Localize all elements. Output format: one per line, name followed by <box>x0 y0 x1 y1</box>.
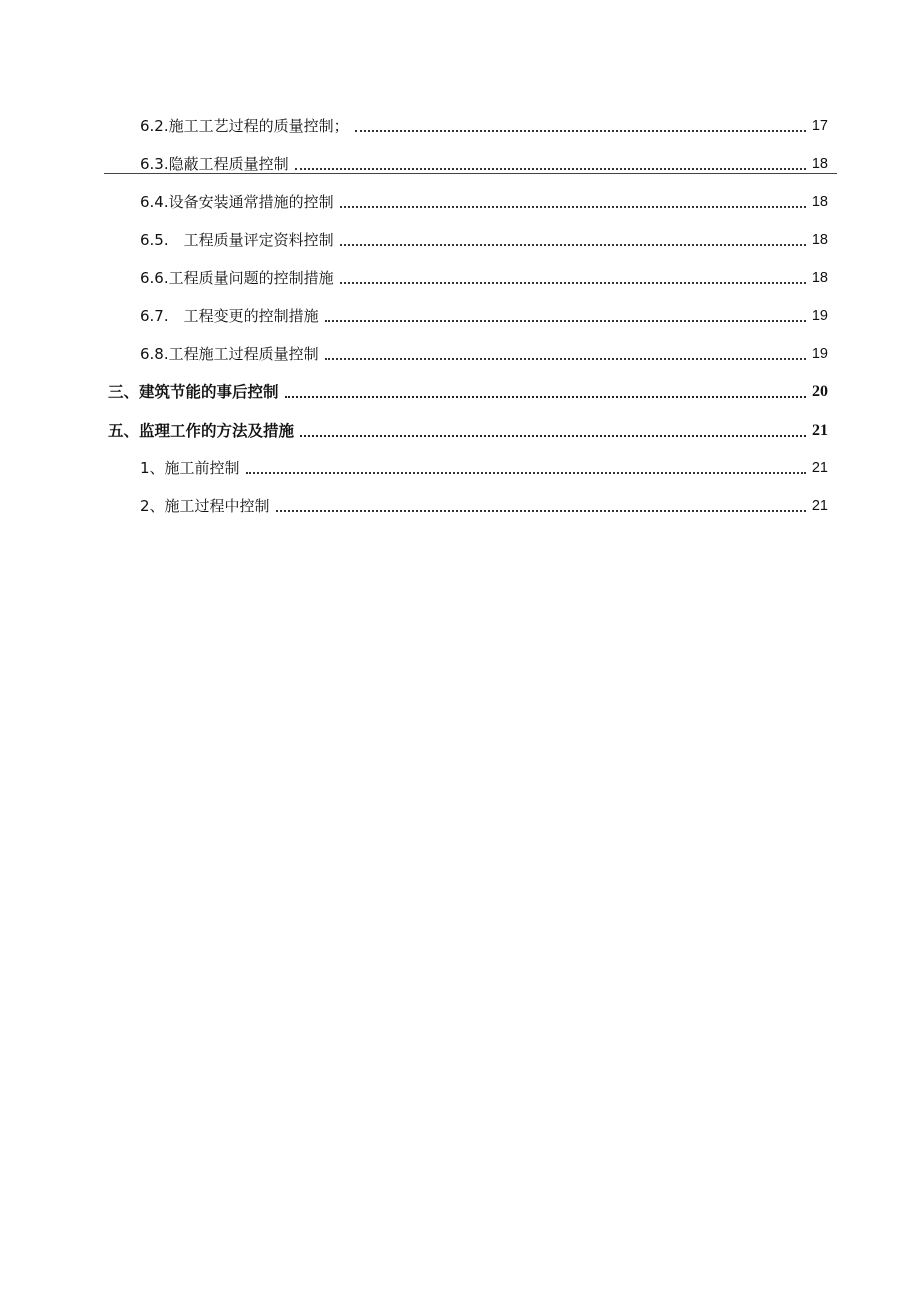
toc-entry-label: 6.8.工程施工过程质量控制 <box>140 345 319 363</box>
horizontal-rule <box>104 173 837 174</box>
dot-leader <box>340 196 806 208</box>
dot-leader <box>325 348 806 360</box>
toc-entry-page: 19 <box>811 346 828 362</box>
toc-entry[interactable] <box>140 342 828 364</box>
toc-entry-label: 五、监理工作的方法及措施 <box>108 422 295 440</box>
toc-entry-label: 6.2.施工工艺过程的质量控制； <box>140 117 349 135</box>
toc-entry[interactable] <box>140 266 828 288</box>
dot-leader <box>300 425 806 437</box>
dot-leader <box>340 234 806 246</box>
toc-entry[interactable] <box>140 190 828 212</box>
toc-entry-major[interactable] <box>108 419 828 441</box>
toc-entry-label: 2、施工过程中控制 <box>140 497 270 515</box>
dot-leader <box>355 120 806 132</box>
toc-entry[interactable] <box>140 152 828 174</box>
toc-entry-page: 20 <box>812 383 828 400</box>
dot-leader <box>295 158 806 170</box>
toc-entry-label: 1、施工前控制 <box>140 459 240 477</box>
toc-entry-label: 三、建筑节能的事后控制 <box>108 383 279 401</box>
toc-entry-page: 17 <box>811 118 828 134</box>
dot-leader <box>276 500 806 512</box>
toc-entry[interactable] <box>140 456 828 478</box>
toc-entry[interactable] <box>140 494 828 516</box>
toc-entry-label: 6.7. 工程变更的控制措施 <box>140 307 319 325</box>
toc-entry[interactable] <box>140 114 828 136</box>
dot-leader <box>325 310 806 322</box>
toc-entry-page: 19 <box>811 308 828 324</box>
toc-entry-page: 18 <box>811 232 828 248</box>
toc-entry-page: 18 <box>811 156 828 172</box>
toc-entry[interactable] <box>140 228 828 250</box>
toc-entry-label: 6.6.工程质量问题的控制措施 <box>140 269 334 287</box>
toc-entry-page: 18 <box>811 270 828 286</box>
toc-entry-major[interactable] <box>108 380 828 402</box>
toc-entry-label: 6.3.隐蔽工程质量控制 <box>140 155 289 173</box>
dot-leader <box>285 386 806 398</box>
toc-entry-page: 21 <box>811 460 828 476</box>
toc-entry-label: 6.4.设备安装通常措施的控制 <box>140 193 334 211</box>
toc-entry-page: 21 <box>811 498 828 514</box>
dot-leader <box>340 272 806 284</box>
toc-entry[interactable] <box>140 304 828 326</box>
dot-leader <box>246 462 806 474</box>
toc-entry-page: 21 <box>812 422 828 439</box>
toc-entry-page: 18 <box>811 194 828 210</box>
toc-entry-label: 6.5. 工程质量评定资料控制 <box>140 231 334 249</box>
